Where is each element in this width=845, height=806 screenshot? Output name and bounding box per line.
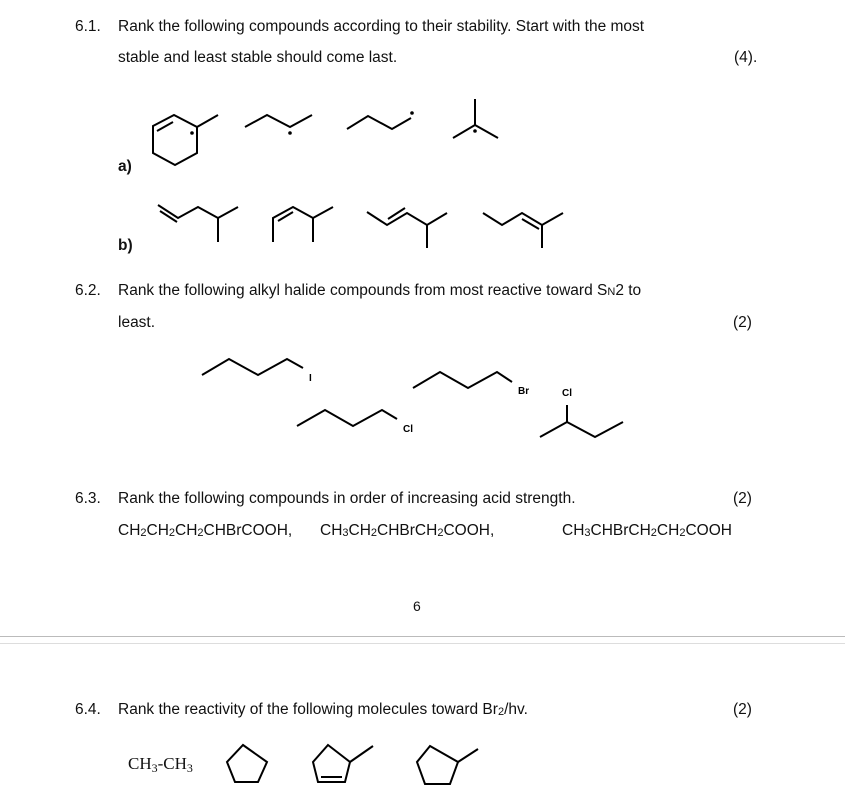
q61-label-a: a) <box>118 158 132 175</box>
q61-text-line2: stable and least stable should come last. <box>118 49 398 66</box>
primary-butyl-radical <box>347 111 414 129</box>
formula-3: $CH_3CHBrCH_2CH_2COOH$ <box>562 522 732 539</box>
q61-points: (4). <box>734 49 758 66</box>
q61-text-line1: Rank the following compounds according to their stability. Start with the most <box>118 18 645 35</box>
q61-label-b: b) <box>118 237 133 254</box>
sn-s: S <box>597 282 608 299</box>
q64-text: Rank the reactivity of the following molecules toward $Br_2/hv$. <box>118 701 528 718</box>
sec-chlorine-label: Cl <box>562 388 572 399</box>
tert-butyl-radical <box>453 99 498 138</box>
q63-text: Rank the following compounds in order of increasing acid strength. <box>118 490 576 507</box>
1-iodobutane <box>202 359 312 384</box>
1-chlorobutane <box>297 410 413 435</box>
chlorine-label: Cl <box>403 424 413 435</box>
3-methylcyclopentene <box>313 745 373 782</box>
q62-number: 6.2. <box>75 282 101 299</box>
1-bromobutane <box>413 372 529 397</box>
methylcyclopentane <box>417 746 478 784</box>
formula-2: $CH_3CH_2CHBrCH_2COOH$, <box>320 522 495 539</box>
q63-number: 6.3. <box>75 490 101 507</box>
alkene-b1 <box>158 205 238 242</box>
alkene-b3 <box>367 208 447 248</box>
q62-text-line2: least. <box>118 314 156 331</box>
q62-text-suffix: 2 to <box>615 282 642 299</box>
q62-text-prefix: Rank the following alkyl halide compounds from most reactive toward <box>118 282 598 299</box>
q61-number: 6.1. <box>75 18 101 35</box>
q64-number: 6.4. <box>75 701 101 718</box>
q64-points: (2) <box>733 701 752 718</box>
2-chlorobutane <box>540 388 623 437</box>
iodine-label: I <box>309 373 312 384</box>
alkene-b2 <box>273 207 333 242</box>
formula-1: $CH_2CH_2CH_2CHBrCOOH$, <box>118 522 293 539</box>
bromine-label: Br <box>518 386 530 397</box>
page-number: 6 <box>413 598 421 614</box>
sn-n: N <box>607 286 616 298</box>
sec-pentyl-radical <box>245 115 312 135</box>
methylcyclohexenyl-radical <box>153 115 218 165</box>
ethane-formula: $CH_3-CH_3$ <box>128 754 193 775</box>
alkene-b4 <box>483 213 563 248</box>
q63-points: (2) <box>733 490 752 507</box>
cyclopentane <box>227 745 267 782</box>
q62-points: (2) <box>733 314 752 331</box>
